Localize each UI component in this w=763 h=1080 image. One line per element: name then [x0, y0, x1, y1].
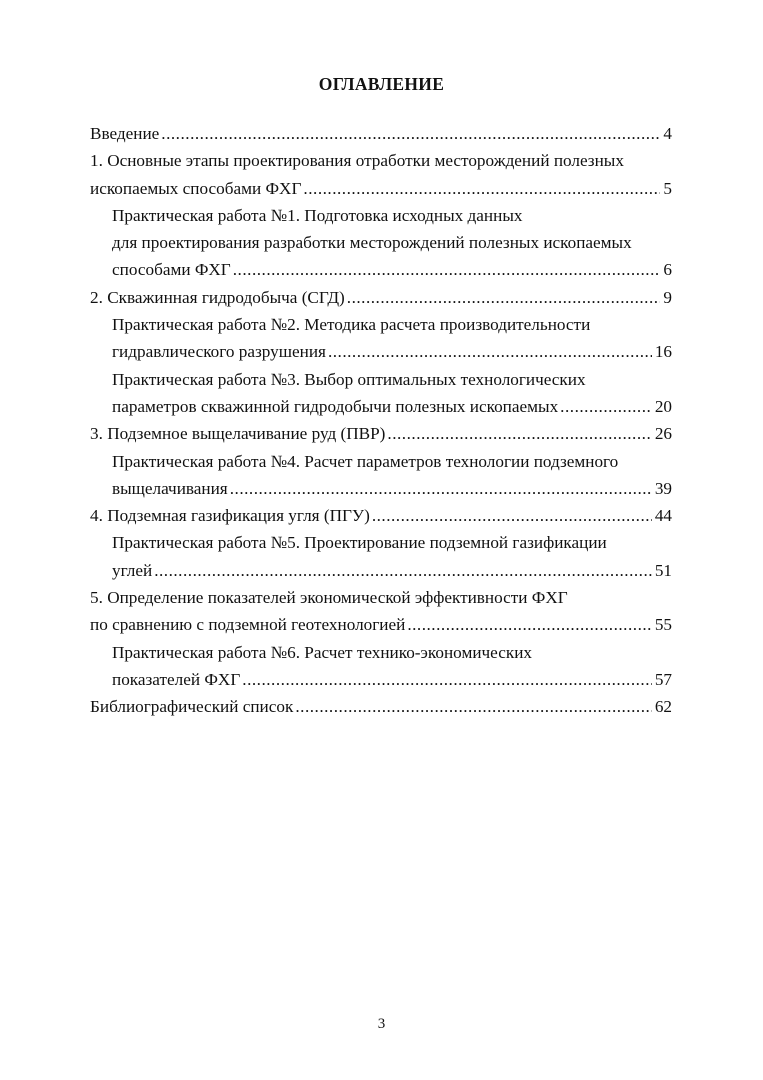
dot-leader: [560, 393, 652, 420]
toc-entry-final-line: [90, 175, 672, 202]
dot-leader: [233, 256, 661, 283]
toc-entry-text: показателей ФХГ: [112, 669, 241, 689]
toc-entry-line: 5. Определение показателей экономической эффективности ФХГ: [90, 588, 568, 608]
toc-page-number: 4: [663, 124, 672, 143]
dot-leader: [230, 475, 652, 502]
toc-entry[interactable]: [90, 311, 672, 366]
page-title: ОГЛАВЛЕНИЕ: [318, 74, 445, 94]
toc-entry-text: гидравлического разрушения: [112, 342, 326, 362]
toc-page-number: 20: [654, 396, 672, 416]
toc-entry[interactable]: [90, 584, 672, 639]
toc-entry-text: 4. Подземная газификация угля (ПГУ): [90, 506, 370, 526]
toc-entry-line: Практическая работа №2. Методика расчета производительности: [112, 315, 591, 335]
dot-leader: [154, 557, 652, 584]
toc-entry-line: для проектирования разработки месторождений полезных ископаемых: [112, 233, 632, 253]
dot-leader: [387, 420, 651, 447]
toc-entry[interactable]: [90, 529, 672, 584]
toc-entry-text: Введение: [90, 124, 160, 143]
toc-entry[interactable]: [90, 502, 672, 529]
dot-leader: [347, 284, 661, 311]
dot-leader: [161, 120, 660, 147]
toc-entry[interactable]: [90, 693, 672, 720]
toc-entry-text: ископаемых способами ФХГ: [90, 178, 302, 198]
toc-entry-final-line: [90, 284, 672, 311]
toc-entry-line: Практическая работа №4. Расчет параметров технологии подземного: [112, 451, 619, 471]
toc-page-number: 62: [654, 697, 672, 717]
table-of-contents: [90, 120, 672, 721]
toc-entry[interactable]: [90, 420, 672, 447]
toc-page-number: 55: [654, 615, 672, 635]
toc-entry-text: 2. Скважинная гидродобыча (СГД): [90, 287, 345, 307]
toc-entry-text: выщелачивания: [112, 478, 228, 498]
toc-entry-final-line: [90, 611, 672, 638]
dot-leader: [328, 338, 652, 365]
toc-entry-line: Практическая работа №5. Проектирование подземной газификации: [112, 533, 607, 553]
toc-page-number: 9: [663, 287, 672, 307]
toc-entry-final-line: [90, 693, 672, 720]
toc-entry-final-line: [90, 420, 672, 447]
toc-entry[interactable]: [90, 639, 672, 694]
toc-entry-line: Практическая работа №3. Выбор оптимальных технологических: [112, 369, 586, 389]
dot-leader: [303, 175, 660, 202]
toc-entry[interactable]: [90, 284, 672, 311]
toc-entry-line: Практическая работа №1. Подготовка исходных данных: [112, 205, 523, 225]
toc-entry-line: Практическая работа №6. Расчет технико-экономических: [112, 642, 532, 662]
toc-entry-final-line: [112, 393, 672, 420]
toc-page-number: 16: [654, 342, 672, 362]
toc-entry[interactable]: [90, 448, 672, 503]
page-number: 3: [377, 1016, 386, 1032]
toc-entry[interactable]: [90, 202, 672, 284]
toc-page-number: 26: [654, 424, 672, 444]
toc-entry-text: 3. Подземное выщелачивание руд (ПВР): [90, 424, 386, 444]
toc-entry[interactable]: [90, 366, 672, 421]
toc-page-number: 57: [654, 669, 672, 689]
toc-entry-final-line: [90, 120, 672, 147]
toc-entry[interactable]: [90, 120, 672, 147]
toc-entry-final-line: [112, 256, 672, 283]
toc-entry-final-line: [112, 475, 672, 502]
toc-page-number: 44: [654, 506, 672, 526]
toc-page-number: 5: [663, 178, 672, 198]
toc-entry-final-line: [112, 557, 672, 584]
toc-entry-text: способами ФХГ: [112, 260, 231, 280]
toc-page-number: 6: [663, 260, 672, 280]
toc-entry-final-line: [90, 502, 672, 529]
toc-entry-line: 1. Основные этапы проектирования отработки месторождений полезных: [90, 151, 624, 171]
dot-leader: [372, 502, 652, 529]
toc-page-number: 39: [654, 478, 672, 498]
toc-entry-text: по сравнению с подземной геотехнологией: [90, 615, 406, 635]
toc-entry-text: параметров скважинной гидродобычи полезных ископаемых: [112, 396, 559, 416]
dot-leader: [407, 611, 652, 638]
toc-entry[interactable]: [90, 147, 672, 202]
dot-leader: [242, 666, 652, 693]
toc-page-number: 51: [654, 560, 672, 580]
toc-entry-final-line: [112, 666, 672, 693]
toc-entry-text: углей: [112, 560, 153, 580]
dot-leader: [295, 693, 651, 720]
toc-entry-text: Библиографический список: [90, 697, 294, 717]
toc-entry-final-line: [112, 338, 672, 365]
